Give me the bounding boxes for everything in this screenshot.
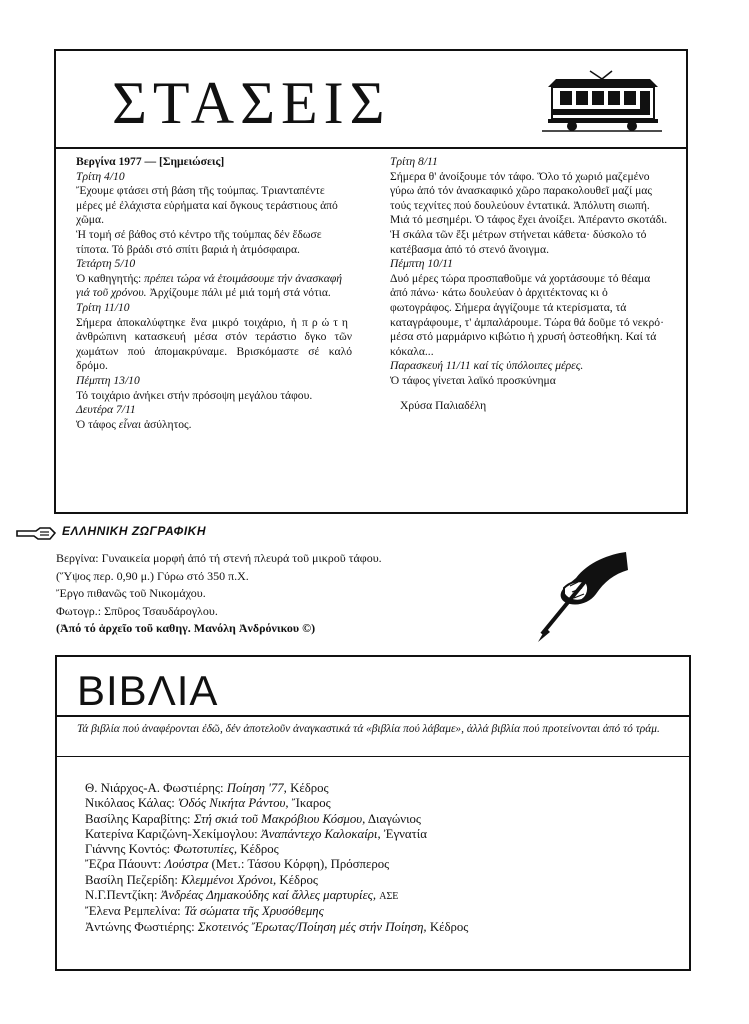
book-author: Ἔλενα Ρεμπελίνα: bbox=[85, 904, 181, 919]
book-publisher: Ἐγνατία bbox=[383, 826, 427, 841]
caption-line: (Ἀπό τό ἀρχεῖο τοῦ καθηγ. Μανόλη Ἀνδρόνικου ©) bbox=[56, 621, 316, 635]
book-publisher: Διαγώνιος bbox=[367, 811, 421, 826]
book-author: Γιάννης Κοντός: bbox=[85, 842, 171, 857]
book-title: Κλεμμένοι Χρόνοι, bbox=[181, 872, 277, 887]
list-item bbox=[85, 873, 468, 888]
book-author: Ἀντώνης Φωστιέρης: bbox=[85, 919, 195, 934]
entry-text: ἀσύλητος. bbox=[143, 417, 192, 431]
author-signature: Χρύσα Παλιαδέλη bbox=[400, 398, 487, 412]
list-item bbox=[85, 842, 468, 857]
entry-text: ἀνθρώπινη κατασκευή μέσα στόν τεράστιο δγκο τῶν χωμάτων πού ἀπομακρύναμε. Βρισκόμαστε σέ καλό δρόμο. bbox=[76, 330, 352, 373]
book-author: Ἔζρα Πάουντ: bbox=[85, 857, 162, 872]
book-title: Ἀνδρέας Δημακούδης καί ἄλλες μαρτυρίες, bbox=[160, 888, 377, 903]
entry-text: Ἀρχίζουμε πάλι μέ μιά τομή στά νότια. bbox=[149, 286, 331, 300]
caption-line: Βεργίνα: Γυναικεία μορφή ἀπό τή στενή πλευρά τοῦ μικροῦ τάφου. bbox=[56, 551, 382, 565]
book-author: Βασίλης Καραβίτης: bbox=[85, 811, 191, 826]
hand-writing-icon bbox=[530, 548, 630, 644]
book-publisher: ΑΣΕ bbox=[379, 891, 399, 903]
diary-date: Τρίτη 4/10 bbox=[76, 169, 125, 183]
diary-entry: Ἔχουμε φτάσει στή βάση τῆς τούμπας. Τριανταπέντε μέρες μέ ἐλάχιστα εὑρήματα καί ὄγκους τεράστιους ἀπό χῶμα. bbox=[76, 184, 338, 227]
diary-entry: Δυό μέρες τώρα προσπαθοῦμε νά χορτάσουμε τό θέαμα ἀπό πάνω· κάτω δουλεύαν ὁ ἀρχιτέκτονας κι ὁ φωτογράφος. Σήμερα ἀγγίζουμε τά κτερίσματα, τά καταγράφουμε, τ' ἀμπαλάρουμε. Τώρα θά δοῦμε τό νεκρό· μέσα στό μαρμάρινο κιβώτιο ἡ χρυσή ὀστεοθήκη. Καί τά κόκαλα... bbox=[390, 271, 664, 358]
art-caption bbox=[56, 550, 382, 638]
diary-entry: Ἡ τομή σέ βάθος στό κέντρο τῆς τούμπας δέν ἔδωσε τίποτα. Τό βράδι στό σπίτι βαριά ἡ ἀτμόσφαιρα. bbox=[76, 227, 322, 256]
book-publisher: (Μετ.: Τάσου Κόρφη), Πρόσπερος bbox=[211, 857, 390, 872]
diary-entry: Ὁ τάφος γίνεται λαϊκό προσκύνημα bbox=[390, 373, 556, 387]
diary-right-column bbox=[390, 155, 670, 413]
book-title: Τά σώματα τῆς Χρυσόθεμης bbox=[183, 904, 324, 919]
diary-date: Πέμπτη 13/10 bbox=[76, 373, 140, 387]
diary-date: Τρίτη 11/10 bbox=[76, 300, 130, 314]
caption-line: Ἔργο πιθανῶς τοῦ Νικομάχου. bbox=[56, 586, 206, 600]
diary-date: Τετάρτη 5/10 bbox=[76, 257, 136, 271]
list-item bbox=[85, 920, 468, 935]
book-author: Ν.Γ.Πεντζίκη: bbox=[85, 888, 158, 903]
list-item bbox=[85, 888, 468, 904]
books-intro: Τά βιβλία πού ἀναφέρονται ἐδῶ, δέν ἀποτελοῦν ἀναγκαστικά τά «βιβλία πού λάβαμε», ἀλλά βιβλία πού προτείνονται ἀπό τό τράμ. bbox=[57, 715, 689, 757]
book-title: Ἀναπάντεχο Καλοκαίρι, bbox=[260, 826, 381, 841]
book-publisher: Ἴκαρος bbox=[291, 796, 331, 811]
section-title: ΒΙΒΛΙΑ bbox=[77, 667, 219, 714]
diary-left-column bbox=[76, 155, 352, 432]
book-publisher: Κέδρος bbox=[279, 872, 318, 887]
book-publisher: Κέδρος bbox=[240, 842, 279, 857]
entry-emphasis: πρώτη bbox=[302, 315, 352, 329]
book-title: Φωτοτυπίες, bbox=[173, 842, 238, 857]
list-item bbox=[85, 827, 468, 842]
books-section bbox=[55, 655, 691, 971]
book-author: Θ. Νιάρχος-Α. Φωστιέρης: bbox=[85, 781, 224, 795]
diary-entry bbox=[76, 316, 352, 374]
book-author: Κατερίνα Καριζώνη-Χεκίμογλου: bbox=[85, 826, 258, 841]
entry-text: Ὁ καθηγητής: bbox=[76, 271, 142, 285]
caption-line: (Ὕψος περ. 0,90 μ.) Γύρω στό 350 π.Χ. bbox=[56, 568, 249, 583]
book-author: Βασίλη Πεζερίδη: bbox=[85, 872, 178, 887]
list-item bbox=[85, 781, 468, 796]
books-header bbox=[57, 657, 689, 717]
section-title: ΣΤΑΣΕΙΣ bbox=[112, 70, 391, 136]
diary-date: Πέμπτη 10/11 bbox=[390, 257, 453, 271]
tram-icon bbox=[542, 65, 662, 133]
diary-entry: Σήμερα θ' ἀνοίξουμε τόν τάφο. Ὅλο τό χωριό μαζεμένο γύρω ἀπό τόν ἀνασκαφικό χῶρο παρακολουθεῖ μαζί μας τούς τεχνίτες πού δουλεύουν ἐντατικά. Ἀπόλυτη σιωπή. bbox=[390, 169, 652, 212]
caption-line: Φωτογρ.: Σπῦρος Τσαυδάρογλου. bbox=[56, 603, 218, 618]
list-item bbox=[85, 796, 468, 811]
art-heading: ΕΛΛΗΝΙΚΗ ΖΩΓΡΑΦΙΚΗ bbox=[62, 524, 206, 538]
book-title: Σκοτεινός Ἔρωτας/Ποίηση μές στήν Ποίηση, bbox=[197, 919, 427, 934]
entry-emphasis: εἶναι bbox=[118, 417, 142, 431]
diary-entry: Μιά τό μεσημέρι. Ὁ τάφος ἔχει ἀνοίξει. Ἀπέραντο σκοτάδι. Ἡ σκάλα τῶν ἔξι μέτρων στήνεται κάθετα· δύσκολο τό κατέβασμα ἀπό τό στενό ἄνοιγμα. bbox=[390, 213, 668, 256]
entry-quote: πρέπει τώρα νά ἑτοιμάσουμε τήν ἀνασκαφή γιά τοῦ χρόνου. bbox=[76, 271, 343, 300]
diary-entry bbox=[76, 272, 352, 301]
diary-date: Δευτέρα 7/11 bbox=[76, 403, 136, 417]
book-title: Ποίηση '77, bbox=[226, 781, 287, 795]
diary-heading: Βεργίνα 1977 — [Σημειώσεις] bbox=[76, 155, 225, 168]
staseis-header bbox=[56, 51, 686, 149]
staseis-section bbox=[54, 49, 688, 514]
diary-date: Τρίτη 8/11 bbox=[390, 155, 438, 168]
entry-text: Ὁ τάφος bbox=[76, 417, 116, 431]
list-item bbox=[85, 812, 468, 827]
book-author: Νικόλαος Κάλας: bbox=[85, 796, 175, 811]
diary-entry: Τό τοιχάριο ἀνήκει στήν πρόσοψη μεγάλου τάφου. bbox=[76, 388, 313, 402]
list-item bbox=[85, 904, 468, 919]
diary-entry bbox=[76, 418, 352, 433]
book-publisher: Κέδρος bbox=[290, 781, 329, 795]
entry-text: Σήμερα ἀποκαλύφτηκε ἕνα μικρό τοιχάριο, ἡ bbox=[76, 315, 297, 329]
diary-date: Παρασκευή 11/11 καί τίς ὑπόλοιπες μέρες. bbox=[390, 359, 584, 373]
book-list bbox=[85, 781, 468, 935]
pointing-hand-icon bbox=[16, 527, 56, 541]
book-title: Λούστρα bbox=[164, 857, 209, 872]
book-title: Στή σκιά τοῦ Μακρόβιου Κόσμου, bbox=[193, 811, 366, 826]
list-item bbox=[85, 857, 468, 872]
book-title: Ὀδός Νικήτα Ράντου, bbox=[178, 796, 289, 811]
book-publisher: Κέδρος bbox=[429, 919, 469, 934]
